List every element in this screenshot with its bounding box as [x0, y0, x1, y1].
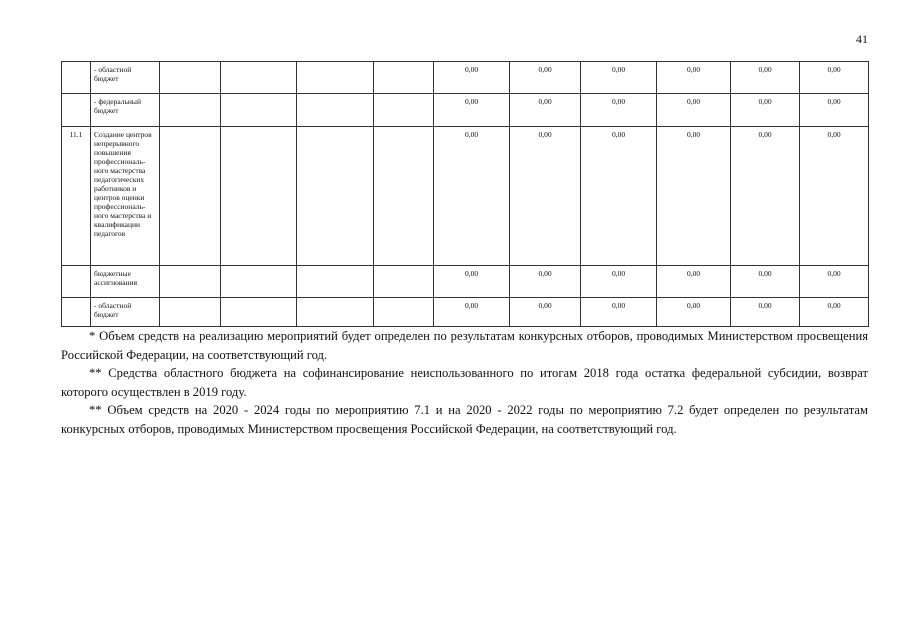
footnotes	[61, 327, 868, 438]
value-cell: 0,00	[731, 298, 800, 327]
value-cell: 0,00	[800, 94, 869, 127]
empty-cell	[221, 127, 297, 266]
value-cell: 0,00	[657, 298, 731, 327]
empty-cell	[374, 127, 434, 266]
empty-cell	[374, 94, 434, 127]
page-number: 41	[856, 32, 868, 46]
row-index	[62, 62, 91, 94]
value-cell: 0,00	[581, 266, 657, 298]
value-cell: 0,00	[510, 127, 581, 266]
budget-table	[61, 61, 869, 327]
empty-cell	[160, 298, 221, 327]
value-cell: 0,00	[510, 62, 581, 94]
value-cell: 0,00	[657, 94, 731, 127]
empty-cell	[374, 298, 434, 327]
empty-cell	[297, 266, 374, 298]
footnote-1: * Объем средств на реализацию мероприятий будет определен по результатам конкурсных отборов, проводимых Министерством просвещения Российской Федерации, на соответствующий год.	[61, 329, 868, 362]
row-index	[62, 298, 91, 327]
row-label: - федеральный бюджет	[91, 94, 160, 127]
empty-cell	[160, 94, 221, 127]
empty-cell	[374, 62, 434, 94]
value-cell: 0,00	[800, 127, 869, 266]
empty-cell	[374, 266, 434, 298]
table-row	[62, 266, 869, 298]
table-row	[62, 127, 869, 266]
value-cell: 0,00	[581, 94, 657, 127]
empty-cell	[221, 298, 297, 327]
empty-cell	[160, 127, 221, 266]
value-cell: 0,00	[510, 94, 581, 127]
empty-cell	[297, 94, 374, 127]
value-cell: 0,00	[434, 298, 510, 327]
value-cell: 0,00	[800, 266, 869, 298]
row-label: - областной бюджет	[91, 62, 160, 94]
value-cell: 0,00	[657, 266, 731, 298]
table-row	[62, 298, 869, 327]
empty-cell	[297, 127, 374, 266]
value-cell: 0,00	[434, 266, 510, 298]
value-cell: 0,00	[581, 127, 657, 266]
empty-cell	[160, 266, 221, 298]
footnote-3: ** Объем средств на 2020 - 2024 годы по мероприятию 7.1 и на 2020 - 2022 годы по мероприятию 7.2 будет определен по результатам конкурсных отборов, проводимых Министерством просвещения Российской Федерации, на соответствующий год.	[61, 403, 868, 436]
empty-cell	[221, 62, 297, 94]
value-cell: 0,00	[434, 127, 510, 266]
value-cell: 0,00	[800, 62, 869, 94]
empty-cell	[297, 298, 374, 327]
value-cell: 0,00	[731, 62, 800, 94]
row-index: 11.1	[62, 127, 91, 266]
value-cell: 0,00	[581, 298, 657, 327]
empty-cell	[297, 62, 374, 94]
value-cell: 0,00	[731, 266, 800, 298]
empty-cell	[221, 266, 297, 298]
value-cell: 0,00	[434, 94, 510, 127]
value-cell: 0,00	[510, 298, 581, 327]
empty-cell	[160, 62, 221, 94]
value-cell: 0,00	[434, 62, 510, 94]
table-row	[62, 62, 869, 94]
row-index	[62, 266, 91, 298]
row-index	[62, 94, 91, 127]
row-label: Создание центров непрерывного повышения профессиональ-ного мастерства педагогических работников и центров оценки профессиональ-ного мастерства и квалификации педагогов	[91, 127, 160, 266]
empty-cell	[221, 94, 297, 127]
value-cell: 0,00	[657, 127, 731, 266]
row-label: бюджетные ассигнования	[91, 266, 160, 298]
row-label: - областной бюджет	[91, 298, 160, 327]
value-cell: 0,00	[731, 94, 800, 127]
value-cell: 0,00	[731, 127, 800, 266]
value-cell: 0,00	[657, 62, 731, 94]
value-cell: 0,00	[800, 298, 869, 327]
value-cell: 0,00	[581, 62, 657, 94]
table-body	[62, 62, 869, 327]
value-cell: 0,00	[510, 266, 581, 298]
table-row	[62, 94, 869, 127]
footnote-2: ** Средства областного бюджета на софинансирование неиспользованного по итогам 2018 года остатка федеральной субсидии, возврат которого осуществлен в 2019 году.	[61, 366, 868, 399]
